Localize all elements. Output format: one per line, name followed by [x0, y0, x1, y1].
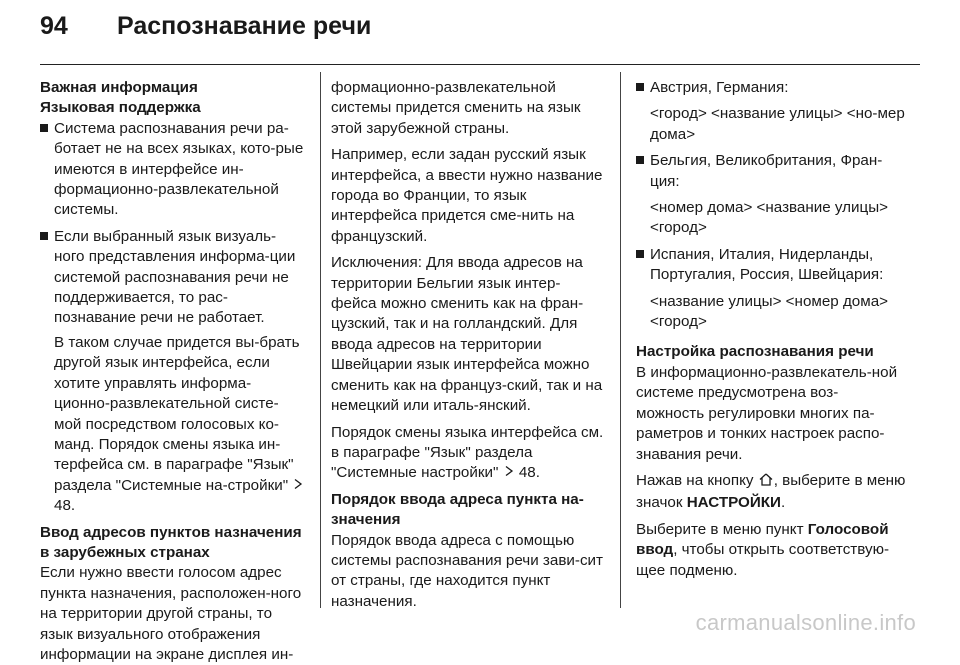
heading-foreign-destinations: Ввод адресов пунктов назначения в зарубежных странах — [40, 523, 302, 561]
heading-important-info: Важная информация — [40, 79, 198, 96]
heading-address-order: Порядок ввода адреса пункта на-значения — [331, 490, 584, 529]
arrow-ref-icon — [503, 463, 515, 483]
address-format: <номер дома> <название улицы> <город> — [650, 199, 889, 237]
square-bullet-icon — [40, 232, 48, 240]
column-1 — [40, 78, 306, 665]
list-item — [40, 119, 306, 221]
list-item — [636, 78, 906, 98]
paragraph-text: Порядок смены языка интерфейса см. в параграфе "Язык" раздела "Системные настройки" — [331, 423, 604, 482]
square-bullet-icon — [636, 250, 644, 258]
heading-language-support: Языковая поддержка — [40, 99, 201, 117]
arrow-ref-icon — [292, 476, 304, 496]
list-item — [40, 227, 306, 517]
page-header — [40, 12, 920, 58]
paragraph: Порядок ввода адреса с помощью системы распознавания речи зави-сит от страны, где находится пункт назначения. — [331, 531, 603, 610]
paragraph: В информационно-развлекатель-ной системе предусмотрена воз-можность регулировки многих па-раметров и тонких настроек распо-знавания речи. — [636, 363, 898, 463]
paragraph — [636, 520, 906, 581]
paragraph — [636, 471, 906, 514]
list-item — [636, 151, 906, 192]
country-group: Испания, Италия, Нидерланды, Португалия, Россия, Швейцария: — [650, 245, 884, 284]
page-title: Распознавание речи — [117, 12, 372, 40]
column-divider — [320, 72, 321, 608]
paragraph: Например, если задан русский язык интерфейса, а ввести нужно название города во Франции, то язык интерфейса придется сме-нить на французский. — [331, 146, 603, 245]
voice-input-label: Голосовой ввод — [636, 520, 889, 559]
column-divider — [620, 72, 621, 608]
address-format: <город> <название улицы> <но-мер дома> — [650, 105, 905, 143]
square-bullet-icon — [40, 124, 48, 132]
column-3 — [636, 78, 906, 587]
page-reference[interactable]: 48. — [54, 497, 76, 515]
bullet-list — [40, 119, 306, 517]
paragraph — [331, 423, 605, 484]
column-2 — [331, 78, 605, 612]
paragraph-text: Нажав на кнопку — [636, 471, 754, 489]
list-item-text: Система распознавания речи ра-ботает не на всех языках, кото-рые имеются в интерфейсе ин-формационно-развлекательной системы. — [54, 119, 304, 219]
country-group: Австрия, Германия: — [650, 79, 789, 96]
square-bullet-icon — [636, 156, 644, 164]
list-item-text: Если выбранный язык визуаль-ного представления информа-ции системой распознавания речи не поддерживается, то рас-познавание речи не работает. — [54, 227, 296, 327]
header-rule — [40, 64, 920, 65]
page-reference[interactable]: 48. — [518, 464, 540, 482]
punctuation: . — [780, 494, 786, 512]
home-button-icon — [758, 472, 774, 493]
paragraph: формационно-развлекательной системы придется сменить на язык этой зарубежной страны. — [331, 79, 581, 137]
heading-speech-settings: Настройка распознавания речи — [636, 343, 874, 361]
paragraph-text: , чтобы открыть соответствую-щее подменю. — [636, 541, 890, 579]
paragraph-text: , выберите в меню значок — [636, 471, 906, 512]
settings-label: НАСТРОЙКИ — [686, 494, 781, 512]
country-group: Бельгия, Великобритания, Фран-ция: — [650, 152, 883, 190]
list-item — [636, 245, 906, 286]
paragraph-text: Выберите в меню пункт — [636, 520, 804, 538]
paragraph: Если нужно ввести голосом адрес пункта назначения, расположен-ного на территории другой страны, то язык визуального отображения информации на экране дисплея ин- — [40, 564, 302, 663]
square-bullet-icon — [636, 83, 644, 91]
page-number: 94 — [40, 12, 68, 40]
paragraph-text: В таком случае придется вы-брать другой язык интерфейса, если хотите управлять информа-ционно-развлекательной систе-мой посредством голосовых ко-манд. Порядок смены языка ин-терфейса см. в параграфе "Язык" раздела "Системные на-стройки" — [54, 333, 300, 494]
paragraph: Исключения: Для ввода адресов на территории Бельгии язык интер-фейса можно сменить как на фран-цузский, так и на голландский. Для ввода адресов на территории Швейцарии язык интерфейса можно сменить как на француз-ский, так и на немецкий или италь-янский. — [331, 254, 603, 415]
address-format: <название улицы> <номер дома> <город> — [650, 292, 889, 331]
watermark: carmanualsonline.info — [695, 610, 916, 635]
list-item-paragraph — [54, 333, 306, 517]
country-list — [636, 78, 906, 332]
